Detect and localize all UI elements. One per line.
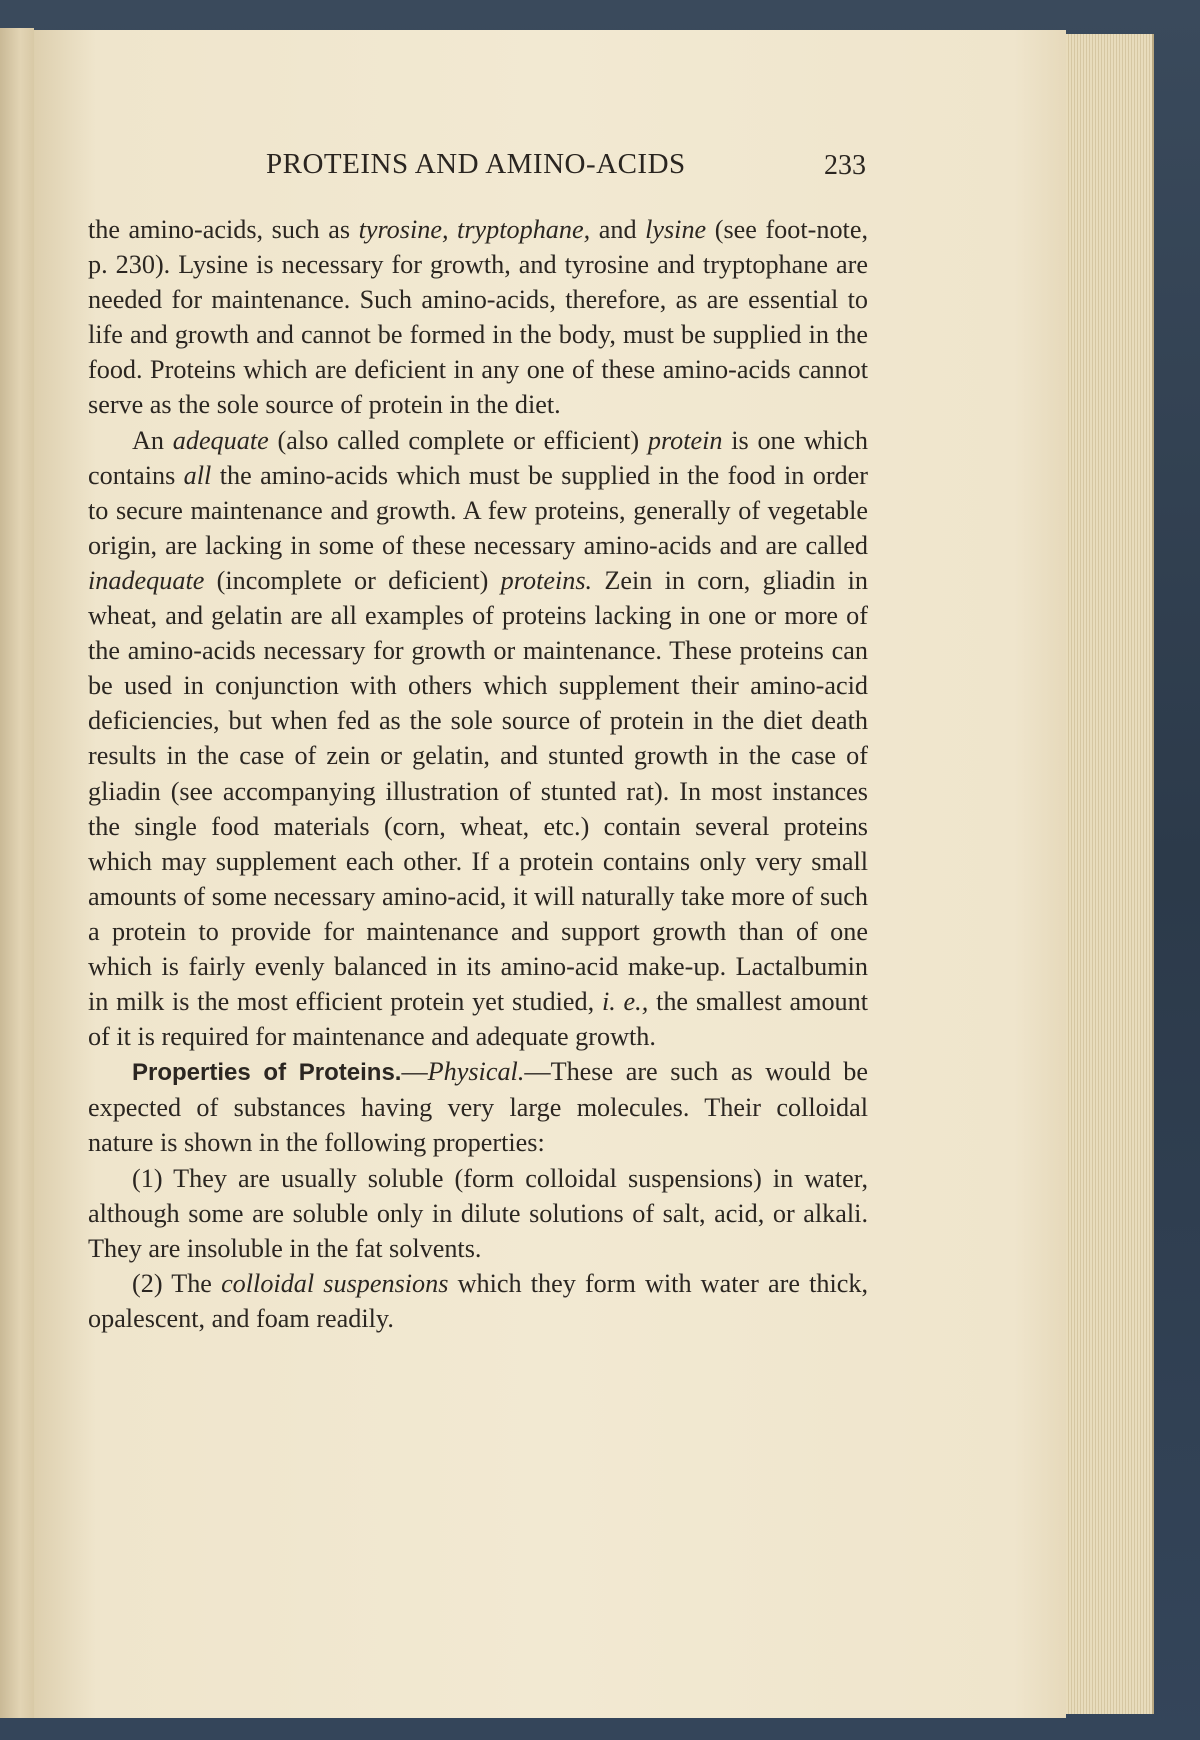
- facing-page-edge: [0, 28, 34, 1718]
- text-run: (see foot-note, p. 230). Lysine is necessary for growth, and tyrosine and tryptophane are needed for maintenance. Such amino-acids, therefore, as are essential to life and growth and cannot be formed in the body, must be supplied in the food. Proteins which are deficient in any one of these amino-acids cannot serve as the sole source of protein in the diet.: [88, 215, 868, 420]
- paragraph-3: [88, 1054, 868, 1160]
- italic-run: protein: [647, 425, 723, 455]
- italic-run: Physical.: [427, 1057, 525, 1087]
- paragraph-5: [88, 1266, 868, 1336]
- text-run: (2) The: [132, 1268, 222, 1298]
- italic-run: proteins.: [500, 565, 593, 595]
- body-text: [88, 212, 868, 1336]
- text-run: Zein in corn, gliadin in wheat, and gelatin are all examples of proteins lacking in one or more of the amino-acids necessary for growth or maintenance. These proteins can be used in conjunction with others which supplement their amino-acid deficiencies, but when fed as the sole source of protein in the diet death results in the case of zein or gelatin, and stunted growth in the case of gliadin (see accompanying illustration of stunted rat). In most instances the single food materials (corn, wheat, etc.) contain several proteins which may supplement each other. If a protein contains only very small amounts of some necessary amino-acid, it will naturally take more of such a protein to provide for maintenance and support growth than of one which is fairly evenly balanced in its amino-acid make-up. Lactalbumin in milk is the most efficient protein yet studied,: [88, 565, 868, 1017]
- running-head: [0, 148, 1200, 188]
- text-run: —These are such as would be expected of substances having very large molecules. Their colloidal nature is shown in the following properties:: [88, 1057, 868, 1158]
- italic-run: i. e.,: [601, 987, 649, 1017]
- paragraph-2: [88, 423, 868, 1055]
- text-run: the smallest amount of it is required for maintenance and adequate growth.: [88, 987, 868, 1052]
- section-heading: Properties of Proteins.: [132, 1059, 402, 1087]
- page-number: 233: [824, 150, 866, 181]
- text-run: and: [590, 215, 646, 244]
- text-run: which they form with water are thick, opalescent, and foam readily.: [88, 1268, 868, 1333]
- text-run: (also called complete or efficient): [268, 425, 648, 455]
- italic-run: adequate: [172, 425, 269, 455]
- text-run: is one which contains: [88, 425, 869, 490]
- text-run: the amino-acids, such as: [88, 215, 359, 244]
- text-run: the amino-acids which must be supplied in the food in order to secure maintenance and growth. A few proteins, generally of vegetable origin, are lacking in some of these necessary amino-acids and are called: [88, 460, 868, 560]
- text-run: An: [132, 425, 173, 455]
- paragraph-4: [88, 1161, 868, 1266]
- italic-run: lysine: [645, 215, 707, 244]
- text-run: (1) They are usually soluble (form colloidal suspensions) in water, although some are soluble only in dilute solutions of salt, acid, or alkali. They are insoluble in the fat solvents.: [88, 1163, 868, 1263]
- text-run: —: [401, 1057, 428, 1087]
- page-edges: [1060, 34, 1154, 1714]
- italic-run: colloidal suspensions: [221, 1268, 449, 1298]
- italic-run: inadequate: [88, 565, 205, 595]
- text-run: (incomplete or deficient): [204, 565, 501, 595]
- running-title: PROTEINS AND AMINO-ACIDS: [266, 148, 686, 180]
- italic-run: tyrosine, tryptophane,: [358, 215, 591, 244]
- italic-run: all: [183, 460, 212, 490]
- paragraph-1: [88, 212, 868, 423]
